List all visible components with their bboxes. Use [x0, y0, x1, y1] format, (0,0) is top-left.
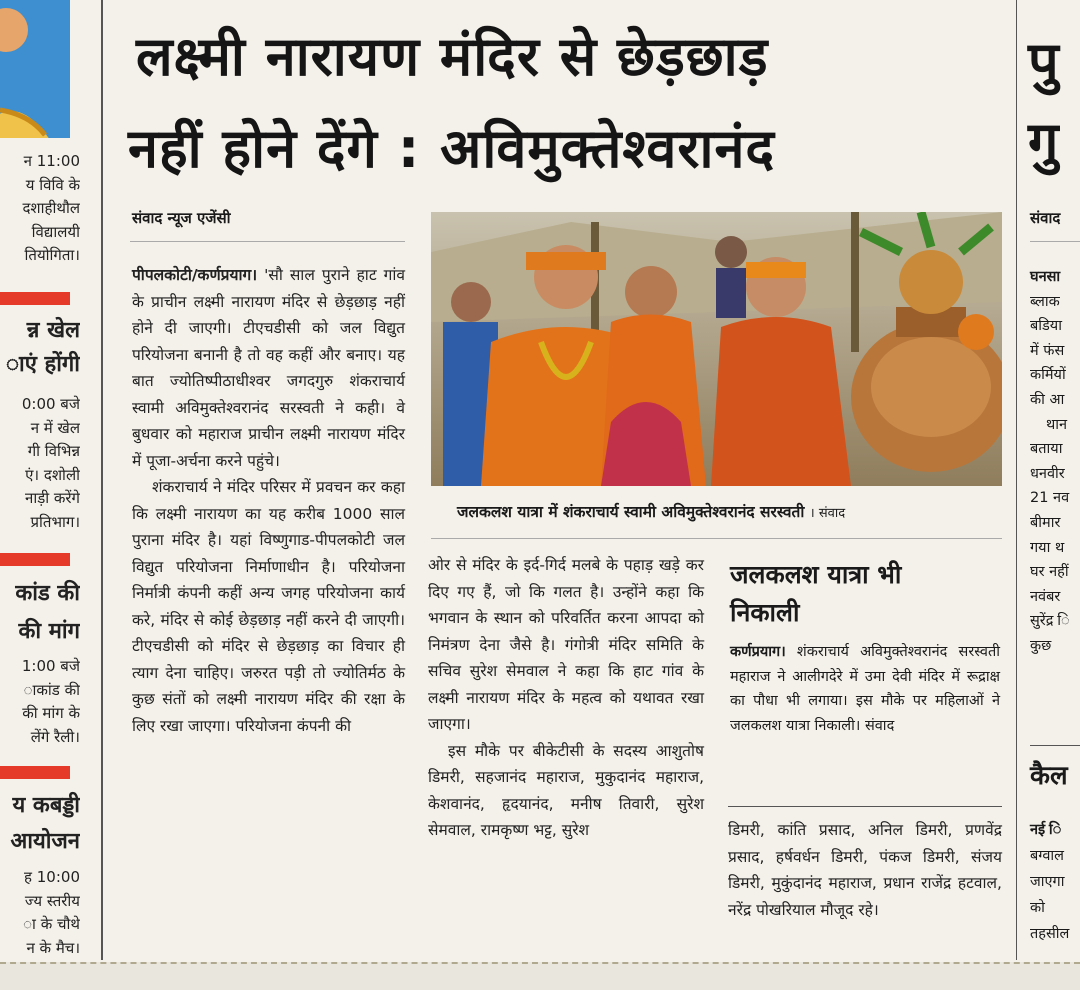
sidebar-text: शंकराचार्य अविमुक्तेश्वरानंद सरस्वती महाराज ने आलीगदेरे में उमा देवी मंदिर में रूद्राक्ष का पौधा भी लगाया। इस मौके पर महिलाओं ने जलकलश यात्रा निकाली। संवाद — [730, 644, 1000, 734]
left-line: ह 10:00 — [24, 868, 80, 886]
left-line: न के मैच। — [26, 938, 80, 957]
right-column — [1026, 0, 1080, 960]
left-line: 0:00 बजे — [21, 395, 80, 413]
right-line: को — [1030, 900, 1045, 916]
right-line: गया थ — [1030, 539, 1065, 556]
article-text: 'सौ साल पुराने हाट गांव के प्राचीन लक्ष्मी नारायण मंदिर से छेड़छाड़ नहीं होने दी जाएगी। टीएचडीसी को जल विद्युत परियोजना बनानी है तो वह कहीं और बनाए। यह बात ज्योतिष्पीठाधीश्वर जगदगुरु शंकराचार्य स्वामी अविमुक्तेश्वरानंद सरस्वती ने कही। वे बुधवार को महाराज प्राचीन लक्ष्मी नारायण मंदिर में पूजा-अर्चना करने पहुंचे। — [132, 266, 405, 470]
right-line: धनवीर — [1030, 465, 1065, 482]
caption-text: जलकलश यात्रा में शंकराचार्य स्वामी अविमुक्तेश्वरानंद सरस्वती — [457, 503, 805, 521]
column-separator — [101, 0, 103, 960]
article-column-3 — [728, 817, 1002, 923]
left-photo — [0, 0, 70, 138]
sidebar-heading-line: जलकलश यात्रा भी — [730, 560, 902, 589]
headline-line-1: लक्ष्मी नारायण मंदिर से छेड़छाड़ — [136, 25, 769, 88]
article-text: इस मौके पर बीकेटीसी के सदस्य आशुतोष डिमरी, सहजानंद महाराज, मुकुदानंद महाराज, केशवानंद, हृदयानंद, मनीष तिवारी, सुरेश सेमवाल, रामकृष्ण भट्ट, सुरेश — [428, 741, 704, 839]
article-text: शंकराचार्य ने मंदिर परिसर में प्रवचन कर कहा कि लक्ष्मी नारायण का यह करीब 1000 साल पुराना मंदिर है। यहां विष्णुगाड-पीपलकोटी जल विद्युत परियोजना निर्माणाधीन है। परियोजना निर्मात्री कंपनी कहीं अन्य जगह परियोजना कार्य करे, मंदिर से कोई छेड़छाड़ नहीं करने दी जाएगी। टीएचडीसी को मंदिर से छेड़छाड़ का विचार ही त्याग देना चाहिए। जरुरत पड़ी तो ज्योतिर्मठ के कुछ संतों को लक्ष्मी नारायण मंदिर की रक्षा के लिए रखा जाएगा। परियोजना कंपनी की — [132, 478, 405, 735]
article-column-2 — [428, 552, 704, 844]
right-line: में फंस — [1030, 342, 1065, 359]
left-heading-3 — [15, 575, 80, 651]
headline-line-2: नहीं होने देंगे : अविमुक्तेश्वरानंद — [128, 117, 776, 180]
right-byline: संवाद — [1030, 209, 1061, 227]
right-line: 21 नव — [1030, 490, 1070, 507]
left-heading-4 — [11, 788, 80, 860]
left-line: प्रतिभाग। — [30, 512, 80, 531]
right-line: ब्लाक — [1030, 293, 1060, 310]
dateline: पीपलकोटी/कर्णप्रयाग। — [132, 266, 258, 284]
right-heading-line: पु — [1028, 30, 1060, 93]
caption-credit: । संवाद — [809, 506, 846, 521]
article-column-1 — [132, 262, 405, 739]
left-heading-2 — [6, 314, 80, 382]
left-line: न 11:00 — [23, 152, 80, 170]
left-column — [0, 0, 80, 960]
right-line: की आ — [1030, 391, 1065, 408]
sidebar-dateline: कर्णप्रयाग। — [730, 644, 786, 660]
right-line: जाएगा — [1030, 874, 1065, 890]
article-text: डिमरी, कांति प्रसाद, अनिल डिमरी, प्रणवेंद्र प्रसाद, हर्षवर्धन डिमरी, पंकज डिमरी, संजय डिमरी, मुकुंदानंद महाराज, प्रधान राजेंद्र हटवाल, नरेंद्र पोखरियाल मौजूद रहे। — [728, 821, 1002, 919]
article-paragraph — [728, 817, 1002, 923]
right-rule — [1030, 745, 1080, 746]
left-heading-line: ाएं होंगी — [5, 352, 80, 377]
left-line: दशाहीथौल — [22, 199, 80, 217]
left-red-bar — [0, 553, 70, 566]
right-line: नवंबर — [1030, 588, 1061, 605]
left-line: गी विभिन्न — [27, 442, 80, 460]
right-line: बडिया — [1030, 318, 1062, 335]
left-photo-graphic — [0, 0, 70, 138]
right-line: नई ि — [1030, 822, 1062, 838]
right-line: घर नहीं — [1030, 564, 1069, 581]
left-line: विद्यालयी — [31, 222, 80, 241]
article-text: ओर से मंदिर के इर्द-गिर्द मलबे के पहाड़ खड़े कर दिए गए हैं, जो कि गलत है। उन्होंने कहा कि भगवान के स्थान को परिवर्तित करना आपदा को निमंत्रण देना जैसे है। गंगोत्री मंदिर समिति के सचिव सुरेश सेमवाल ने कहा कि हाट गांव के लक्ष्मी नारायण मंदिर के महत्व को यथावत रखा जाएगा। — [428, 556, 704, 733]
photo-graphic — [431, 212, 1002, 486]
right-line: तहसील — [1030, 926, 1070, 942]
left-red-bar — [0, 292, 70, 305]
sidebar-heading — [730, 556, 901, 632]
left-line: की मांग के — [22, 704, 80, 722]
article-paragraph — [132, 474, 405, 739]
column-separator — [1016, 0, 1017, 960]
news-photo — [431, 212, 1002, 486]
left-line: न में खेल — [30, 418, 80, 437]
left-block2 — [22, 393, 80, 534]
right-heading-2: कैल — [1030, 761, 1068, 791]
left-heading-line: न्न खेल — [26, 318, 80, 343]
left-line: लेंगे रैली। — [30, 727, 80, 746]
right-heading-line: गु — [1028, 110, 1060, 173]
byline-rule — [130, 241, 405, 242]
right-text-block-2 — [1030, 817, 1069, 947]
left-heading-line: य कबड्डी — [12, 793, 80, 818]
left-block3 — [22, 655, 80, 749]
left-line: ाकांड की — [23, 680, 80, 699]
sidebar-heading-line: निकाली — [730, 598, 800, 627]
right-line: बीमार — [1030, 514, 1061, 531]
right-line: घनसा — [1030, 269, 1061, 285]
right-line: बताया — [1030, 441, 1063, 458]
right-heading-1 — [1028, 22, 1060, 182]
article-paragraph — [132, 262, 405, 474]
left-block1 — [22, 150, 80, 268]
right-byline-rule — [1030, 241, 1080, 242]
left-line: एं। दशोली — [25, 465, 80, 484]
page-bottom-edge — [0, 962, 1080, 990]
left-heading-line: की मांग — [18, 619, 80, 644]
right-line: सुरेंद्र ि — [1030, 613, 1070, 630]
byline: संवाद न्यूज एजेंसी — [132, 209, 231, 227]
right-line: थान — [1046, 416, 1068, 433]
right-line: कर्मियों — [1030, 367, 1066, 384]
left-line: तियोगिता। — [24, 246, 80, 264]
left-block4 — [23, 866, 80, 960]
left-line: ज्य स्तरीय — [24, 891, 80, 910]
photo-caption — [457, 500, 845, 522]
right-line: बग्वाल — [1030, 848, 1065, 864]
right-text-block — [1030, 265, 1070, 659]
caption-rule — [431, 538, 1002, 539]
left-line: 1:00 बजे — [21, 657, 80, 675]
sidebar-body — [730, 640, 1000, 738]
left-red-bar — [0, 766, 70, 779]
sidebar-paragraph — [730, 640, 1000, 738]
left-line: ा के चौथे — [23, 915, 80, 933]
article-paragraph — [428, 738, 704, 844]
left-line: नाड़ी करेंगे — [25, 489, 80, 507]
article-paragraph — [428, 552, 704, 738]
left-heading-line: कांड की — [15, 581, 80, 606]
right-line: कुछ — [1030, 637, 1052, 654]
left-heading-line: आयोजन — [10, 829, 80, 854]
sidebar-rule — [728, 806, 1002, 807]
left-line: य विवि के — [25, 175, 80, 194]
